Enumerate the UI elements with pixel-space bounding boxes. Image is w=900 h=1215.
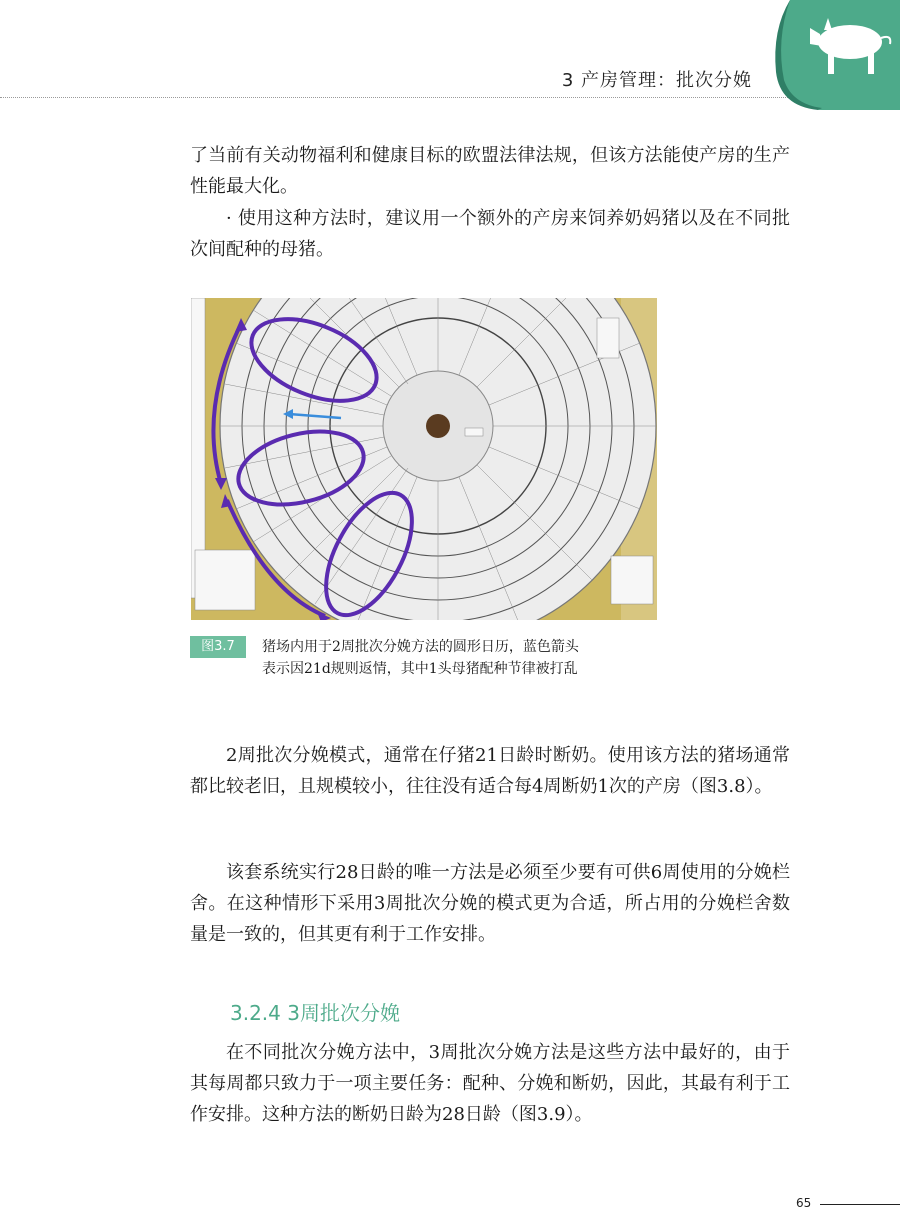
- paragraph-2-bullet: · 使用这种方法时，建议用一个额外的产房来饲养奶妈猪以及在不同批次间配种的母猪。: [190, 208, 790, 260]
- figure-label: 图3.7: [190, 636, 246, 658]
- figure-caption: [262, 636, 682, 680]
- page-number: 65: [796, 1196, 812, 1210]
- figure-circular-calendar-photo: [191, 298, 657, 620]
- figure-caption-line-2: 表示因21d规则返情，其中1头母猪配种节律被打乱: [262, 661, 578, 677]
- paragraph-4: 该套系统实行28日龄的唯一方法是必须至少要有可供6周使用的分娩栏舍。在这种情形下采用3周批次分娩的模式更为合适，所占用的分娩栏舍数量是一致的，但其更有利于工作安排。: [190, 862, 790, 945]
- paragraph-5: 在不同批次分娩方法中，3周批次分娩方法是这些方法中最好的，由于其每周都只致力于一项主要任务：配种、分娩和断奶，因此，其最有利于工作安排。这种方法的断奶日龄为28日龄（图3.9）。: [190, 1042, 790, 1125]
- figure-caption-line-1: 猪场内用于2周批次分娩方法的圆形日历，蓝色箭头: [262, 639, 579, 655]
- chapter-tab: [770, 0, 900, 110]
- footer-rule: [820, 1204, 900, 1205]
- section-heading: 3.2.4 3周批次分娩: [230, 1001, 400, 1025]
- paragraph-3: 2周批次分娩模式，通常在仔猪21日龄时断奶。使用该方法的猪场通常都比较老旧，且规模较小，往往没有适合每4周断奶1次的产房（图3.8）。: [190, 745, 790, 797]
- calendar-disc: [220, 298, 656, 620]
- paragraph-1: 了当前有关动物福利和健康目标的欧盟法律法规，但该方法能使产房的生产性能最大化。: [190, 145, 790, 197]
- header-divider: [0, 97, 800, 98]
- chapter-title: 3 产房管理：批次分娩: [561, 70, 752, 91]
